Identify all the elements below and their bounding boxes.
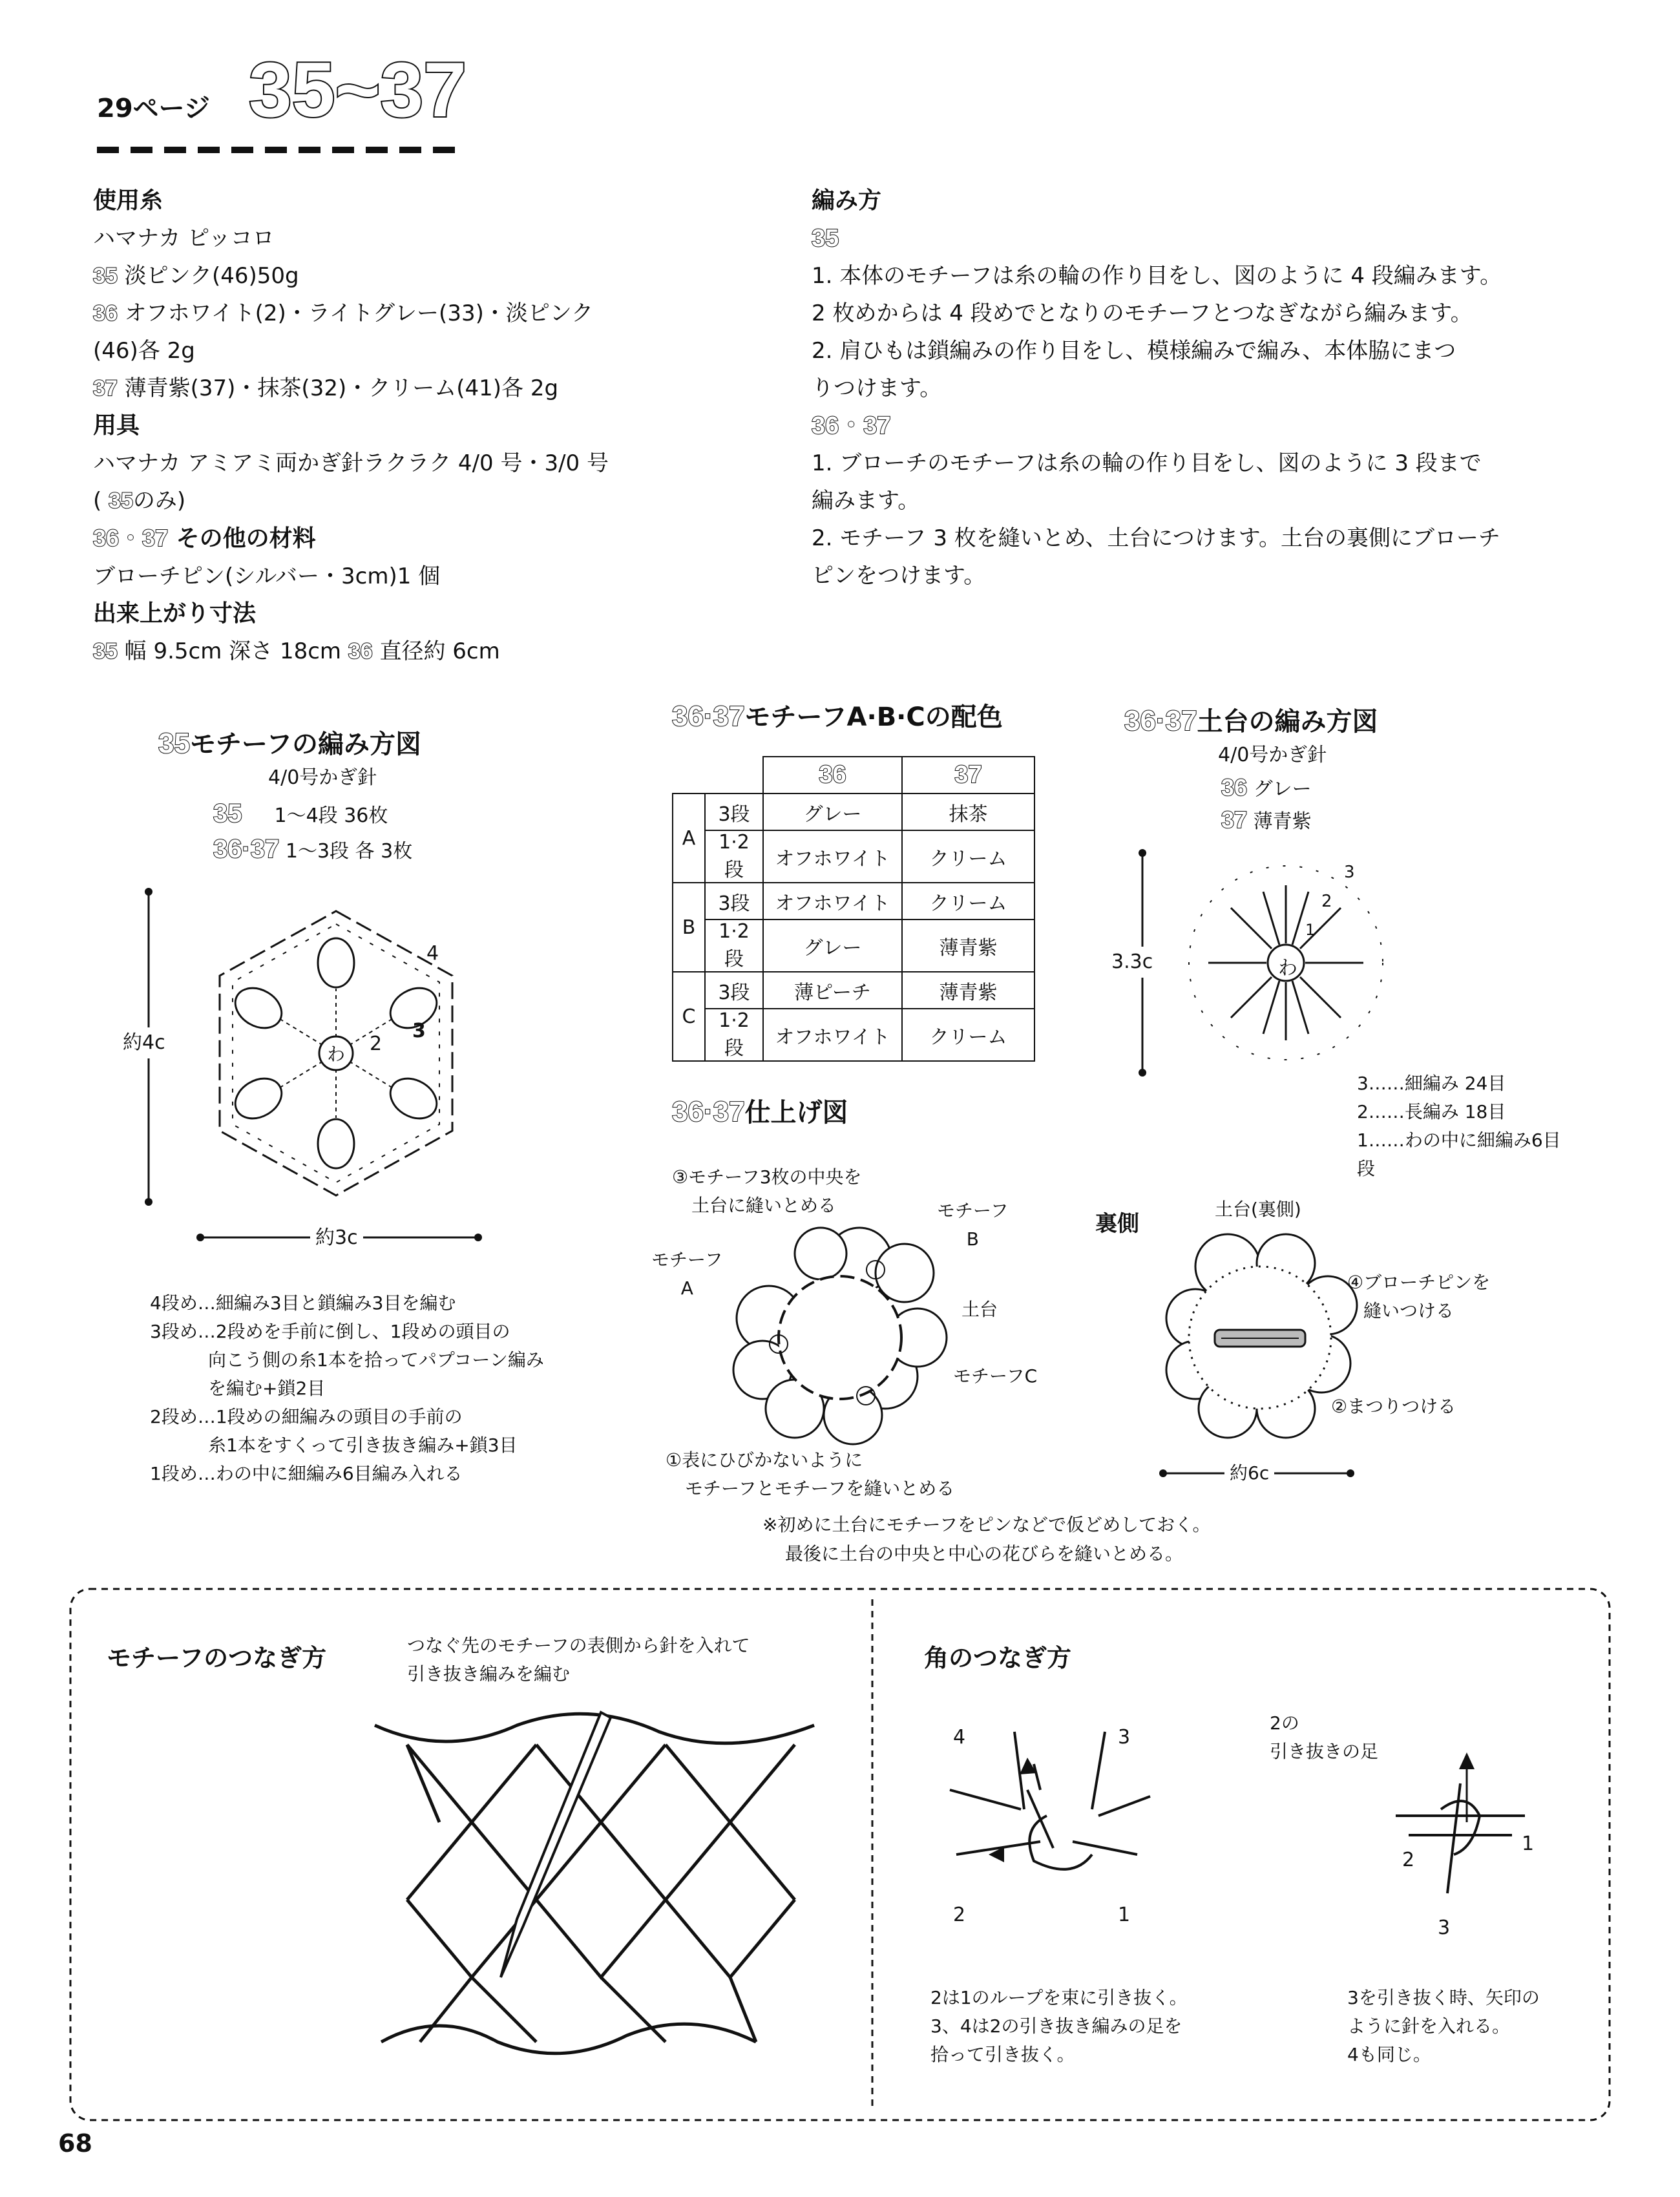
legend-line: 2……長編み 18目 [1357, 1101, 1506, 1122]
row-label: 3段 [705, 972, 763, 1009]
header-dash-rule [97, 145, 459, 154]
finish-motif-a-label: モチーフ A [651, 1249, 723, 1299]
tools-heading: 用具 [93, 412, 140, 439]
legend-line: 段 [1357, 1158, 1376, 1179]
note-line: を編む+鎖2目 [208, 1378, 326, 1399]
motif35-title: 35モチーフの編み方図 [158, 728, 421, 759]
group-c: C [673, 972, 705, 1061]
corner-foot-label: 2の 引き抜きの足 [1270, 1712, 1379, 1762]
motif35-hook: 4/0号かぎ針 [268, 766, 377, 789]
legend-line: 1……わの中に細編み6目 [1357, 1130, 1561, 1151]
method-line: りつけます。 [812, 375, 942, 401]
base-title: 36·37土台の編み方図 [1124, 705, 1378, 737]
method-line: 1. ブローチのモチーフは糸の輪の作り目をし、図のように 3 段まで [812, 450, 1482, 476]
corner2-step-2: 2 [1402, 1849, 1415, 1871]
finish-step3: ③モチーフ3枚の中央を 土台に縫いとめる [672, 1166, 862, 1216]
other-materials: ブローチピン(シルバー・3cm)1 個 [93, 563, 441, 589]
note-line: 糸1本をすくって引き抜き編み+鎖3目 [208, 1435, 518, 1456]
method-line: 1. 本体のモチーフは糸の輪の作り目をし、図のように 4 段編みます。 [812, 263, 1502, 289]
base-chart [1124, 840, 1422, 1086]
corner-step-1: 1 [1118, 1904, 1131, 1926]
corner-caption-2: 3を引き抜く時、矢印の ように針を入れる。 4も同じ。 [1347, 1987, 1540, 2065]
size-heading: 出来上がり寸法 [93, 600, 257, 627]
motif35-rounds-3637: 36·37 1～3段 各 3枚 [213, 835, 413, 863]
tools-note: ( 35のみ) [93, 488, 186, 514]
join-desc: つなぐ先のモチーフの表側から針を入れて 引き抜き編みを編む [407, 1635, 750, 1685]
corner-caption-1: 2は1のループを束に引き抜く。 3、4は2の引き抜き編みの足を 拾って引き抜く。 [930, 1987, 1188, 2065]
finished-size: 35 幅 9.5cm 深さ 18cm 36 直径約 6cm [93, 638, 500, 664]
method-line: 2. 肩ひもは鎖編みの作り目をし、模様編みで編み、本体脇にまつ [812, 338, 1456, 364]
method-heading: 編み方 [812, 187, 882, 214]
method-35-label: 35 [812, 225, 839, 252]
tools-hook: ハマナカ アミアミ両かぎ針ラクラク 4/0 号・3/0 号 [93, 450, 609, 476]
note-line: 4段め…細編み3目と鎖編み3目を編む [150, 1292, 456, 1314]
yarn-37: 37 薄青紫(37)・抹茶(32)・クリーム(41)各 2g [93, 375, 559, 401]
cell-37: 薄青紫 [902, 972, 1034, 1009]
cell-36: オフホワイト [763, 883, 902, 920]
group-a: A [673, 794, 705, 883]
cell-37: 抹茶 [902, 794, 1034, 830]
finish-title: 36·37仕上げ図 [672, 1096, 848, 1128]
finish-base-label: 土台 [961, 1299, 998, 1320]
row-label: 1·2段 [705, 1009, 763, 1061]
other-materials-heading: 36・37 その他の材料 [93, 525, 316, 552]
join-illustration [368, 1706, 821, 2074]
cell-37: クリーム [902, 1009, 1034, 1061]
motif35-round-2-label: 2 [370, 1033, 383, 1055]
note-line: 向こう側の糸1本を拾ってパプコーン編み [208, 1349, 544, 1371]
color-table [672, 756, 1035, 1062]
cell-37: クリーム [902, 883, 1034, 920]
row-label: 1·2段 [705, 920, 763, 972]
base-round-1-label: 1 [1305, 921, 1316, 939]
corner-step-4: 4 [953, 1726, 966, 1749]
motif35-notes [150, 1289, 544, 1488]
finish-motif-c-label: モチーフC [953, 1365, 1038, 1387]
finish-front-diagram [711, 1215, 956, 1460]
base-hook: 4/0号かぎ針 [1218, 744, 1327, 766]
motif35-width-label: 約3c [310, 1223, 363, 1254]
cell-36: グレー [763, 920, 902, 972]
finish-note-1: ※初めに土台にモチーフをピンなどで仮どめしておく。 [762, 1514, 1211, 1535]
finish-motif-b-label: モチーフ B [937, 1200, 1009, 1250]
finish-note-2: 最後に土台の中央と中心の花びらを縫いとめる。 [785, 1543, 1184, 1564]
cell-36: オフホワイト [763, 1009, 902, 1061]
base-legend [1357, 1069, 1561, 1183]
motif35-round-4-label: 4 [426, 942, 439, 965]
corner2-step-3: 3 [1438, 1917, 1451, 1939]
cell-36: オフホワイト [763, 830, 902, 883]
finish-step2: ②まつりつける [1331, 1396, 1456, 1417]
finish-step4: ④ブローチピンを 縫いつける [1347, 1272, 1491, 1321]
base-height-label: 3.3c [1111, 947, 1153, 978]
row-label: 1·2段 [705, 830, 763, 883]
base-round-2-label: 2 [1321, 892, 1332, 911]
finish-base-back-label: 土台(裏側) [1215, 1199, 1301, 1220]
group-b: B [673, 883, 705, 972]
method-section [812, 182, 1652, 594]
page-reference: 29ページ [97, 94, 210, 123]
join-title: モチーフのつなぎ方 [107, 1644, 327, 1672]
yarn-35: 35 淡ピンク(46)50g [93, 263, 299, 289]
pattern-number-title: 35~37 [249, 47, 467, 133]
motif35-center-ring: わ [327, 1044, 346, 1065]
method-line: ピンをつけます。 [812, 563, 986, 589]
finish-step1: ①表にひびかないように モチーフとモチーフを縫いとめる [666, 1449, 955, 1499]
cell-36: グレー [763, 794, 902, 830]
materials-section [93, 182, 804, 670]
row-label: 3段 [705, 883, 763, 920]
method-line: 2. モチーフ 3 枚を縫いとめ、土台につけます。土台の裏側にブローチ [812, 525, 1501, 551]
corner-step-3: 3 [1118, 1726, 1131, 1749]
motif35-chart [116, 879, 517, 1254]
base-color-37: 37 薄青紫 [1221, 806, 1312, 833]
color-table-title: 36·37モチーフA·B·Cの配色 [672, 700, 1003, 732]
method-line: 編みます。 [812, 488, 920, 514]
base-center-ring: わ [1278, 957, 1297, 980]
yarn-36: 36 オフホワイト(2)・ライトグレー(33)・淡ピンク [93, 300, 594, 326]
corner-illustration-2 [1383, 1745, 1538, 1919]
legend-line: 3……細編み 24目 [1357, 1073, 1506, 1094]
note-line: 3段め…2段めを手前に倒し、1段めの頭目の [150, 1321, 510, 1342]
cell-37: クリーム [902, 830, 1034, 883]
note-line: 2段め…1段めの細編みの頭目の手前の [150, 1406, 463, 1427]
cell-36: 薄ピーチ [763, 972, 902, 1009]
finish-back-heading: 裏側 [1095, 1211, 1139, 1237]
yarn-name: ハマナカ ピッコロ [93, 226, 275, 251]
col-head-37: 37 [902, 757, 1034, 794]
corner-title: 角のつなぎ方 [924, 1644, 1072, 1672]
corner2-step-1: 1 [1522, 1833, 1535, 1855]
method-3637-label: 36・37 [812, 412, 891, 439]
col-head-36: 36 [763, 757, 902, 794]
yarn-36-cont: (46)各 2g [93, 338, 195, 364]
motif35-round-3-label: 3 [412, 1020, 426, 1042]
row-label: 3段 [705, 794, 763, 830]
method-line: 2 枚めからは 4 段めでとなりのモチーフとつなぎながら編みます。 [812, 300, 1473, 326]
motif35-height-label: 約4c [123, 1027, 165, 1058]
page-number: 68 [58, 2129, 92, 2158]
corner-step-2: 2 [953, 1904, 966, 1926]
finish-width-label: 約6c [1224, 1459, 1274, 1487]
yarn-heading: 使用糸 [93, 187, 163, 214]
cell-37: 薄青紫 [902, 920, 1034, 972]
base-round-3-label: 3 [1344, 863, 1355, 882]
note-line: 1段め…わの中に細編み6目編み入れる [150, 1463, 463, 1484]
motif35-rounds-35: 35 1～4段 36枚 [213, 799, 388, 828]
base-color-36: 36 グレー [1221, 774, 1312, 801]
